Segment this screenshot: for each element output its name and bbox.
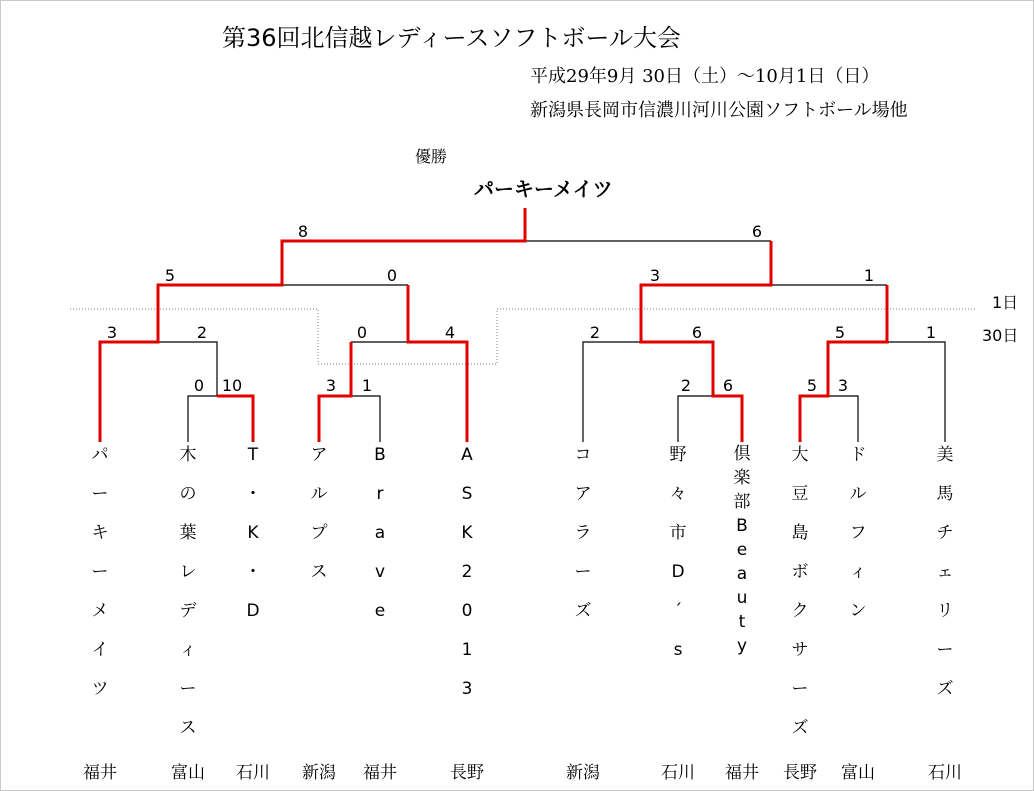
score-r1b-right: 1: [361, 376, 373, 395]
team-name-char: ラ: [574, 523, 592, 543]
event-venue: 新潟県長岡市信濃川河川公園ソフトボール場他: [530, 100, 908, 121]
team-name-char: ー: [791, 679, 809, 699]
team-name-10: [843, 442, 873, 637]
team-name-char: パ: [91, 445, 109, 465]
team-name-char: 木: [179, 445, 197, 465]
team-name-char: D: [246, 601, 260, 621]
score-r1b-left: 3: [325, 376, 337, 395]
score-final-right: 6: [751, 222, 763, 241]
score-qf4-right: 1: [925, 323, 937, 342]
event-date: 平成29年9月 30日（土）～10月1日（日）: [530, 66, 880, 87]
team-name-char: の: [179, 484, 197, 504]
team-name-char: u: [736, 588, 748, 608]
team-name-char: ル: [310, 484, 328, 504]
team-name-char: 0: [461, 601, 473, 621]
team-name-char: 島: [791, 523, 809, 543]
team-name-char: S: [461, 484, 473, 504]
team-name-char: ツ: [91, 679, 109, 699]
team-name-char: 馬: [936, 484, 954, 504]
team-name-char: 1: [461, 640, 473, 660]
page-title: 第36回北信越レディースソフトボール大会: [222, 24, 681, 52]
team-name-char: ー: [91, 562, 109, 582]
team-name-char: 2: [461, 562, 473, 582]
team-name-char: フ: [849, 523, 867, 543]
team-pref-2: 石川: [236, 763, 270, 783]
score-r1c-right: 6: [722, 376, 734, 395]
team-name-char: ´: [673, 601, 683, 621]
team-name-char: プ: [310, 523, 328, 543]
team-name-0: [85, 442, 115, 715]
team-name-char: T: [247, 445, 259, 465]
team-pref-6: 新潟: [566, 763, 600, 783]
team-name-char: ス: [179, 718, 197, 738]
team-name-char: ン: [849, 601, 867, 621]
team-name-char: ド: [849, 445, 867, 465]
team-name-char: 々: [669, 484, 687, 504]
team-name-char: ア: [310, 445, 328, 465]
team-name-char: ー: [936, 640, 954, 660]
score-r1d-right: 3: [837, 376, 849, 395]
team-name-7: [663, 442, 693, 676]
score-r1c-left: 2: [680, 376, 692, 395]
team-name-char: イ: [91, 640, 109, 660]
team-name-char: キ: [91, 523, 109, 543]
team-name-char: ア: [574, 484, 592, 504]
team-name-char: ス: [310, 562, 328, 582]
score-r1a-right: 10: [221, 376, 243, 395]
team-name-char: ィ: [849, 562, 867, 582]
day-label-oct1: 1日: [992, 293, 1019, 312]
score-qf2-left: 0: [356, 323, 368, 342]
score-qf4-left: 5: [834, 323, 846, 342]
score-r1a-left: 0: [193, 376, 205, 395]
team-name-char: B: [736, 516, 748, 536]
team-name-char: ー: [91, 484, 109, 504]
team-pref-11: 石川: [928, 763, 962, 783]
team-name-char: ・: [244, 562, 262, 582]
team-name-8: [727, 442, 757, 658]
team-name-char: e: [736, 540, 748, 560]
score-sf1-right: 0: [386, 266, 398, 285]
team-name-char: 部: [733, 492, 751, 512]
score-qf3-right: 6: [691, 323, 703, 342]
team-name-char: D: [671, 562, 685, 582]
team-name-char: レ: [179, 562, 197, 582]
team-name-9: [785, 442, 815, 754]
team-pref-7: 石川: [661, 763, 695, 783]
team-name-char: チ: [936, 523, 954, 543]
team-name-2: [238, 442, 268, 637]
team-name-char: ー: [574, 562, 592, 582]
team-name-char: ズ: [936, 679, 954, 699]
team-name-char: サ: [791, 640, 809, 660]
team-name-char: B: [374, 445, 386, 465]
team-name-char: ル: [849, 484, 867, 504]
score-sf2-left: 3: [649, 266, 661, 285]
team-name-char: 豆: [791, 484, 809, 504]
team-name-char: コ: [574, 445, 592, 465]
team-pref-1: 富山: [171, 763, 205, 783]
score-r1d-left: 5: [806, 376, 818, 395]
score-sf1-left: 5: [164, 266, 176, 285]
team-name-char: e: [374, 601, 386, 621]
score-qf1-right: 2: [196, 323, 208, 342]
team-name-char: ・: [244, 484, 262, 504]
day-label-sep30: 30日: [982, 326, 1019, 345]
team-name-11: [930, 442, 960, 715]
team-name-char: K: [247, 523, 259, 543]
team-name-char: メ: [91, 601, 109, 621]
team-name-char: t: [738, 612, 746, 632]
score-qf2-right: 4: [444, 323, 456, 342]
team-name-char: 葉: [179, 523, 197, 543]
team-name-char: 楽: [733, 468, 751, 488]
team-name-char: A: [461, 445, 473, 465]
team-name-char: デ: [179, 601, 197, 621]
team-pref-5: 長野: [450, 763, 484, 783]
team-name-char: y: [736, 636, 748, 656]
team-name-char: ボ: [791, 562, 809, 582]
team-name-char: a: [736, 564, 748, 584]
team-pref-8: 福井: [725, 763, 759, 783]
team-pref-3: 新潟: [302, 763, 336, 783]
team-name-char: 3: [461, 679, 473, 699]
team-pref-9: 長野: [783, 763, 817, 783]
team-name-char: 倶: [733, 444, 751, 464]
team-name-char: r: [376, 484, 384, 504]
team-name-char: a: [374, 523, 386, 543]
team-pref-10: 富山: [841, 763, 875, 783]
team-name-5: [452, 442, 482, 715]
team-name-6: [568, 442, 598, 637]
team-name-3: [304, 442, 334, 598]
team-name-char: K: [461, 523, 473, 543]
score-qf3-left: 2: [589, 323, 601, 342]
team-pref-4: 福井: [363, 763, 397, 783]
score-qf1-left: 3: [106, 323, 118, 342]
team-name-1: [173, 442, 203, 754]
team-name-char: ズ: [574, 601, 592, 621]
team-name-char: v: [374, 562, 386, 582]
team-name-char: ィ: [179, 640, 197, 660]
score-final-left: 8: [297, 222, 309, 241]
team-name-char: ズ: [791, 718, 809, 738]
team-name-char: 大: [791, 445, 809, 465]
team-name-char: ー: [179, 679, 197, 699]
team-name-char: ク: [791, 601, 809, 621]
winner-label: 優勝: [415, 147, 448, 166]
team-name-char: 野: [669, 445, 687, 465]
team-name-4: [365, 442, 395, 637]
team-name-char: 美: [936, 445, 954, 465]
team-name-char: リ: [936, 601, 954, 621]
team-name-char: s: [673, 640, 683, 660]
team-pref-0: 福井: [83, 763, 117, 783]
winner-name: パーキーメイツ: [474, 177, 613, 201]
score-sf2-right: 1: [863, 266, 875, 285]
team-name-char: ェ: [936, 562, 954, 582]
team-name-char: 市: [669, 523, 687, 543]
